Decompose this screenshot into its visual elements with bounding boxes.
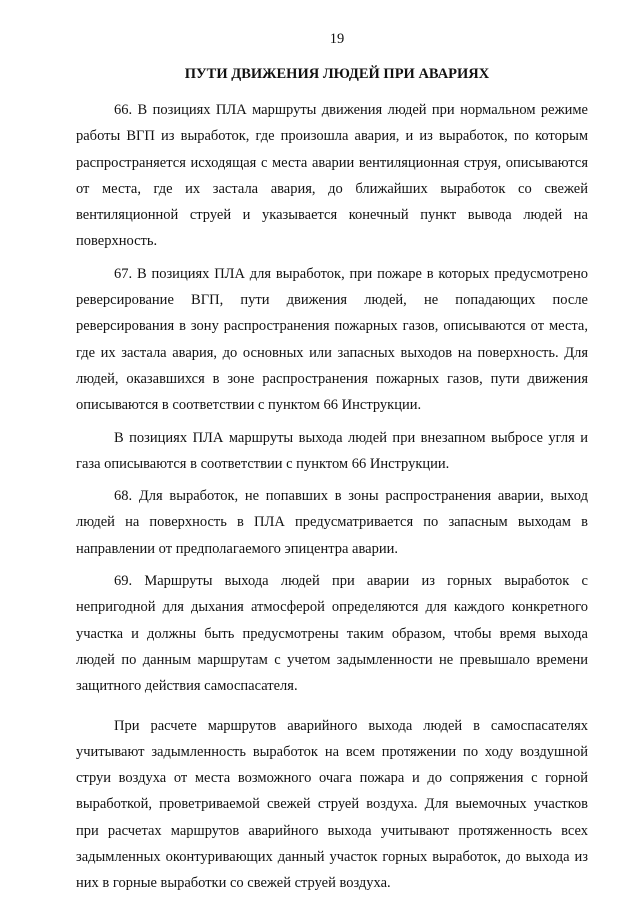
paragraph-67: 67. В позициях ПЛА для выработок, при пожаре в которых предусмотрено реверсирование ВГП, пути движения людей, не попадающих после реверсирования в зону распространения пожарных газов, описываются от места, где их застала авария, до основных или запасных выходов на поверхность. Для людей, оказавшихся в зоне распространения пожарных газов, пути движения описываются в соответствии с пунктом 66 Инструкции.: [76, 265, 588, 414]
paragraph-68: 68. Для выработок, не попавших в зоны распространения аварии, выход людей на поверхность в ПЛА предусматривается по запасным выходам в направлении от предполагаемого эпицентра аварии.: [76, 488, 588, 557]
page-number: 19: [329, 31, 345, 47]
section-title: ПУТИ ДВИЖЕНИЯ ЛЮДЕЙ ПРИ АВАРИЯХ: [184, 66, 490, 82]
paragraph-69: 69. Маршруты выхода людей при аварии из горных выработок с непригодной для дыхания атмосферой определяются для каждого конкретного участка и должны быть предусмотрены таким образом, чтобы время выхода людей по данным маршрутам с учетом задымленности не превышало времени защитного действия самоспасателя.: [76, 573, 588, 695]
paragraph-67-outburst: В позициях ПЛА маршруты выхода людей при внезапном выбросе угля и газа описываются в соответствии с пунктом 66 Инструкции.: [76, 429, 588, 472]
paragraph-66: 66. В позициях ПЛА маршруты движения людей при нормальном режиме работы ВГП из выработок, где произошла авария, и из выработок, по которым распространяется исходящая с места аварии вентиляционная струя, описываются от места, где их застала авария, до ближайших выработок со свежей вентиляционной струей и указывается конечный пункт вывода людей на поверхность.: [76, 102, 588, 250]
paragraph-69-calculation: При расчете маршрутов аварийного выхода людей в самоспасателях учитывают задымленность выработок на всем протяжении по ходу воздушной струи воздуха от места возможного очага пожара и до сопряжения с горной выработкой, проветриваемой свежей струей воздуха. Для выемочных участков при расчетах маршрутов аварийного выхода учитывают протяженность всех задымленных оконтуривающих данный участок горных выработок, до выхода из них в горные выработки со свежей струей воздуха.: [76, 717, 588, 892]
